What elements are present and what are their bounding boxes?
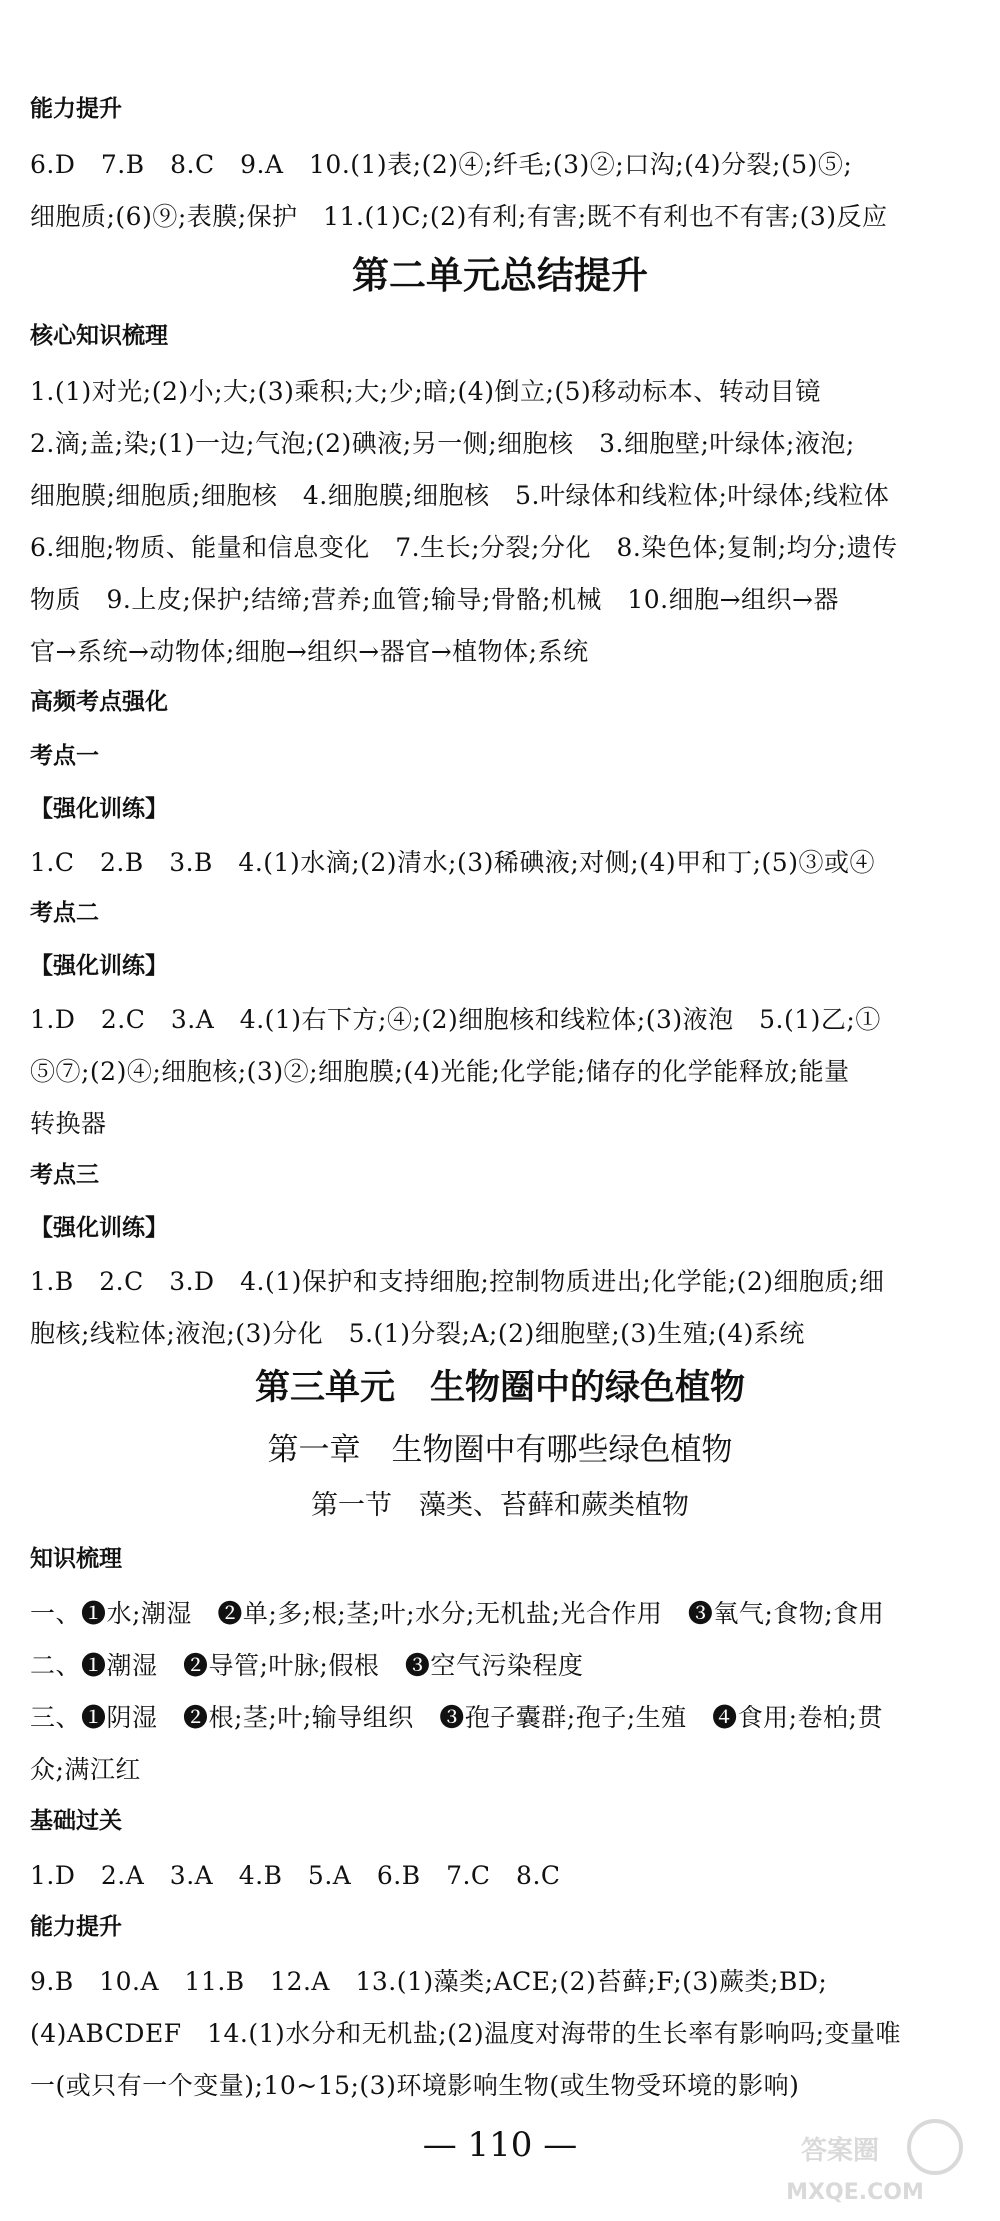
watermark-logo — [730, 2109, 980, 2209]
answer-line: 2.滴;盖;染;(1)一边;气泡;(2)碘液;另一侧;细胞核 3.细胞壁;叶绿体;液泡; — [30, 429, 855, 458]
unit-summary-title: 第二单元总结提升 — [352, 253, 648, 297]
answer-line: 9.B 10.A 11.B 12.A 13.(1)藻类;ACE;(2)苔藓;F;(3)蕨类;BD; — [30, 1967, 828, 1996]
answer-line: 1.B 2.C 3.D 4.(1)保护和支持细胞;控制物质进出;化学能;(2)细胞质;细 — [30, 1267, 885, 1296]
answer-line: 1.D 2.A 3.A 4.B 5.A 6.B 7.C 8.C — [30, 1861, 561, 1890]
unit-title: 第三单元 生物圈中的绿色植物 — [254, 1367, 745, 1408]
section-label: 核心知识梳理 — [30, 323, 168, 349]
answer-line: 1.C 2.B 3.B 4.(1)水滴;(2)清水;(3)稀碘液;对侧;(4)甲和丁;(5)③或④ — [30, 848, 875, 877]
watermark-site-text: MXQE.COM — [786, 2180, 924, 2205]
answer-line: 物质 9.上皮;保护;结缔;营养;血管;输导;骨骼;机械 10.细胞→组织→器 — [30, 585, 839, 614]
training-label: 【强化训练】 — [30, 953, 168, 979]
answer-line: ⑤⑦;(2)④;细胞核;(3)②;细胞膜;(4)光能;化学能;储存的化学能释放;能量 — [30, 1057, 850, 1086]
answer-line: 细胞膜;细胞质;细胞核 4.细胞膜;细胞核 5.叶绿体和线粒体;叶绿体;线粒体 — [30, 481, 890, 510]
answer-line: 1.(1)对光;(2)小;大;(3)乘积;大;少;暗;(4)倒立;(5)移动标本、转动目镜 — [30, 377, 821, 406]
answer-line: 一(或只有一个变量);10~15;(3)环境影响生物(或生物受环境的影响) — [30, 2071, 800, 2100]
answer-line: 细胞质;(6)⑨;表膜;保护 11.(1)C;(2)有利;有害;既不有利也不有害;(3)反应 — [30, 202, 888, 231]
watermark-logo-text: 答案圈 — [800, 2136, 880, 2166]
section-label: 能力提升 — [30, 96, 122, 122]
answer-line: 官→系统→动物体;细胞→组织→器官→植物体;系统 — [30, 637, 589, 666]
answer-line: 众;满江红 — [30, 1755, 141, 1784]
section-label: 基础过关 — [30, 1808, 122, 1834]
exam-point-label: 考点二 — [30, 900, 99, 926]
answer-line: 一、❶水;潮湿 ❷单;多;根;茎;叶;水分;无机盐;光合作用 ❸氧气;食物;食用 — [30, 1599, 885, 1628]
training-label: 【强化训练】 — [30, 796, 168, 822]
answer-line: 1.D 2.C 3.A 4.(1)右下方;④;(2)细胞核和线粒体;(3)液泡 5.(1)乙;① — [30, 1005, 881, 1034]
answer-line: 6.细胞;物质、能量和信息变化 7.生长;分裂;分化 8.染色体;复制;均分;遗传 — [30, 533, 898, 562]
section-title: 第一节 藻类、苔藓和蕨类植物 — [311, 1490, 689, 1521]
answer-line: 三、❶阴湿 ❷根;茎;叶;输导组织 ❸孢子囊群;孢子;生殖 ❹食用;卷柏;贯 — [30, 1703, 883, 1732]
exam-point-label: 考点三 — [30, 1162, 99, 1188]
training-label: 【强化训练】 — [30, 1215, 168, 1241]
section-label: 知识梳理 — [30, 1546, 122, 1572]
answer-line: 二、❶潮湿 ❷导管;叶脉;假根 ❸空气污染程度 — [30, 1651, 584, 1680]
answer-line: 转换器 — [30, 1109, 107, 1138]
answer-line: (4)ABCDEF 14.(1)水分和无机盐;(2)温度对海带的生长率有影响吗;变量唯 — [30, 2019, 902, 2048]
answer-line: 6.D 7.B 8.C 9.A 10.(1)表;(2)④;纤毛;(3)②;口沟;(4)分裂;(5)⑤; — [30, 150, 853, 179]
page-number: — 110 — — [422, 2125, 578, 2165]
section-label: 高频考点强化 — [30, 689, 168, 715]
chapter-title: 第一章 生物圈中有哪些绿色植物 — [267, 1432, 733, 1468]
answer-line: 胞核;线粒体;液泡;(3)分化 5.(1)分裂;A;(2)细胞壁;(3)生殖;(4)系统 — [30, 1319, 805, 1348]
exam-point-label: 考点一 — [30, 743, 99, 769]
section-label: 能力提升 — [30, 1914, 122, 1940]
watermark-circle-icon — [909, 2121, 961, 2173]
